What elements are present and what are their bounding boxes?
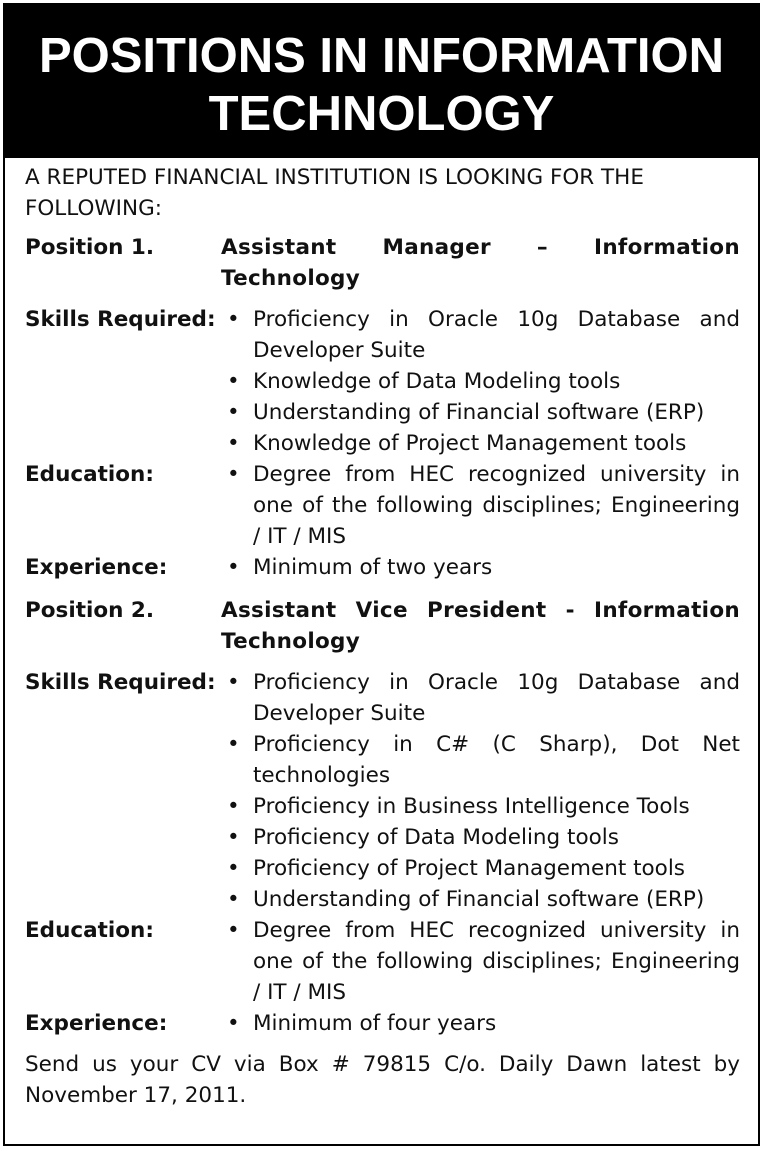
position-title: Assistant Manager – Information Technology (221, 235, 740, 291)
list-item: • Proficiency in Oracle 10g Database and Developer Suite (221, 667, 740, 729)
application-instructions: Send us your CV via Box # 79815 C/o. Daily Dawn latest by November 17, 2011. (25, 1052, 740, 1108)
position-title: Assistant Vice President - Information Technology (221, 598, 740, 654)
list-item: • Proficiency of Data Modeling tools (221, 822, 740, 853)
intro-text: A REPUTED FINANCIAL INSTITUTION IS LOOKING FOR THE FOLLOWING: (25, 165, 644, 221)
skills-label: Skills Required: (25, 307, 216, 332)
experience-label: Experience: (25, 555, 168, 580)
ad-body (5, 158, 758, 1111)
list-item: • Understanding of Financial software (ERP) (221, 884, 740, 915)
list-item: • Proficiency in C# (C Sharp), Dot Net technologies (221, 729, 740, 791)
skills-list (221, 667, 740, 915)
job-advertisement (3, 3, 760, 1146)
header-title-line2: TECHNOLOGY (208, 87, 555, 141)
list-item: • Knowledge of Data Modeling tools (221, 366, 740, 397)
education-item: • Degree from HEC recognized university in one of the following disciplines; Engineering / IT / MIS (221, 915, 740, 1008)
list-item: • Understanding of Financial software (ERP) (221, 397, 740, 428)
list-item: • Knowledge of Project Management tools (221, 428, 740, 459)
position-1 (25, 232, 740, 583)
position-2 (25, 595, 740, 1039)
education-label: Education: (25, 462, 154, 487)
ad-header (5, 5, 758, 158)
education-label: Education: (25, 918, 154, 943)
list-item: • Proficiency of Project Management tools (221, 853, 740, 884)
header-title-line1: POSITIONS IN INFORMATION (38, 29, 725, 83)
experience-label: Experience: (25, 1011, 168, 1036)
position-label: Position 2. (25, 598, 155, 623)
education-item: • Degree from HEC recognized university in one of the following disciplines; Engineering / IT / MIS (221, 459, 740, 552)
position-label: Position 1. (25, 235, 155, 260)
skills-list (221, 304, 740, 459)
experience-item: • Minimum of four years (221, 1008, 740, 1039)
list-item: • Proficiency in Oracle 10g Database and Developer Suite (221, 304, 740, 366)
experience-item: • Minimum of two years (221, 552, 740, 583)
skills-label: Skills Required: (25, 670, 216, 695)
list-item: • Proficiency in Business Intelligence Tools (221, 791, 740, 822)
